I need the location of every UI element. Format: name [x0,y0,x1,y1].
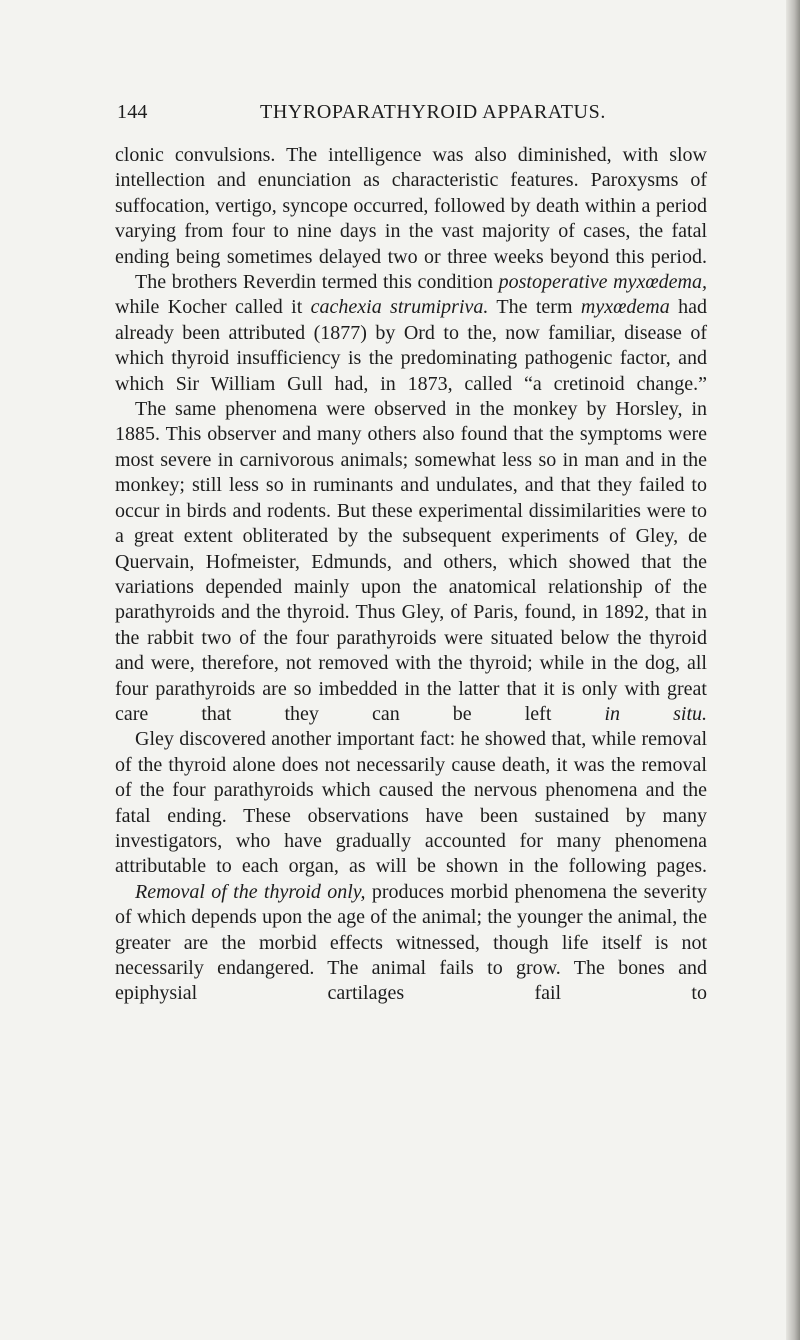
paragraph-2-italic-postoperative-myxoedema: postoperative myxœdema, [498,271,707,294]
paragraph-2 [115,270,707,397]
paragraph-2-text-a: The brothers Reverdin termed this condition [135,271,499,294]
paragraph-2-italic-myxoedema: myxœdema [580,296,670,319]
paragraph-2-text-g: had already been attributed (1877) by Ord to the, now familiar, disease of which thyroid insufficiency is the predominating pathogenic factor, and which Sir William Gull had, in 1873, called “a cretinoid change.” [115,296,707,395]
paragraph-2-italic-cachexia: cachexia strumipriva. [310,296,489,319]
paragraph-4-text: Gley discovered another important fact: he showed that, while removal of the thyroid alone does not necessarily cause death, it was the removal of the four parathyroids which caused the nervous phenomena and the fatal ending. These observations have been sustained by many investigators, who have gradually accounted for many phenomena attributable to each organ, as will be shown in the following pages. [115,728,707,878]
page-number: 144 [117,101,148,123]
paragraph-5 [115,880,707,1007]
paragraph-3 [115,397,707,727]
paragraph-3-text: The same phenomena were observed in the monkey by Horsley, in 1885. This observer and many others also found that the symptoms were most severe in carnivorous animals; somewhat less so in man and in the monkey; still less so in ruminants and undulates, and that they failed to occur in birds and rodents. But these experimental dissimilarities were to a great extent obliterated by the subsequent experiments of Gley, de Quervain, Hofmeister, Edmunds, and others, which showed that the variations depended mainly upon the anatomical relationship of the parathyroids and the thyroid. Thus Gley, of Paris, found, in 1892, that in the rabbit two of the four parathyroids were situated below the thyroid and were, therefore, not removed with the thyroid; while in the dog, all four parathyroids are so imbedded in the latter that it is only with great care that they can be left [115,398,707,725]
paragraph-2-text-c: while Kocher called it [115,296,311,319]
paragraph-5-italic-removal: Removal of the thyroid only, [135,880,366,903]
body-text [115,143,707,1007]
paragraph-5-text: produces morbid phenomena the severity of which depends upon the age of the animal; the younger the animal, the greater are the morbid effects witnessed, though life itself is not necessarily endangered. The animal fails to grow. The bones and epiphysial cartilages fail to [115,880,708,1005]
page-edge-shadow [786,0,800,1340]
paragraph-1 [115,143,707,270]
running-head: THYROPARATHYROID APPARATUS. [260,101,606,123]
paragraph-4 [115,727,707,879]
paragraph-1-text: clonic convulsions. The intelligence was also diminished, with slow intellection and enunciation as characteristic features. Paroxysms of suffocation, vertigo, syncope occurred, followed by death within a period varying from four to nine days in the vast majority of cases, the fatal ending being sometimes delayed two or three weeks beyond this period. [115,144,707,268]
paragraph-3-italic-in-situ: in situ. [604,702,707,725]
paragraph-2-text-e: The term [488,296,581,319]
page-header [117,101,707,131]
